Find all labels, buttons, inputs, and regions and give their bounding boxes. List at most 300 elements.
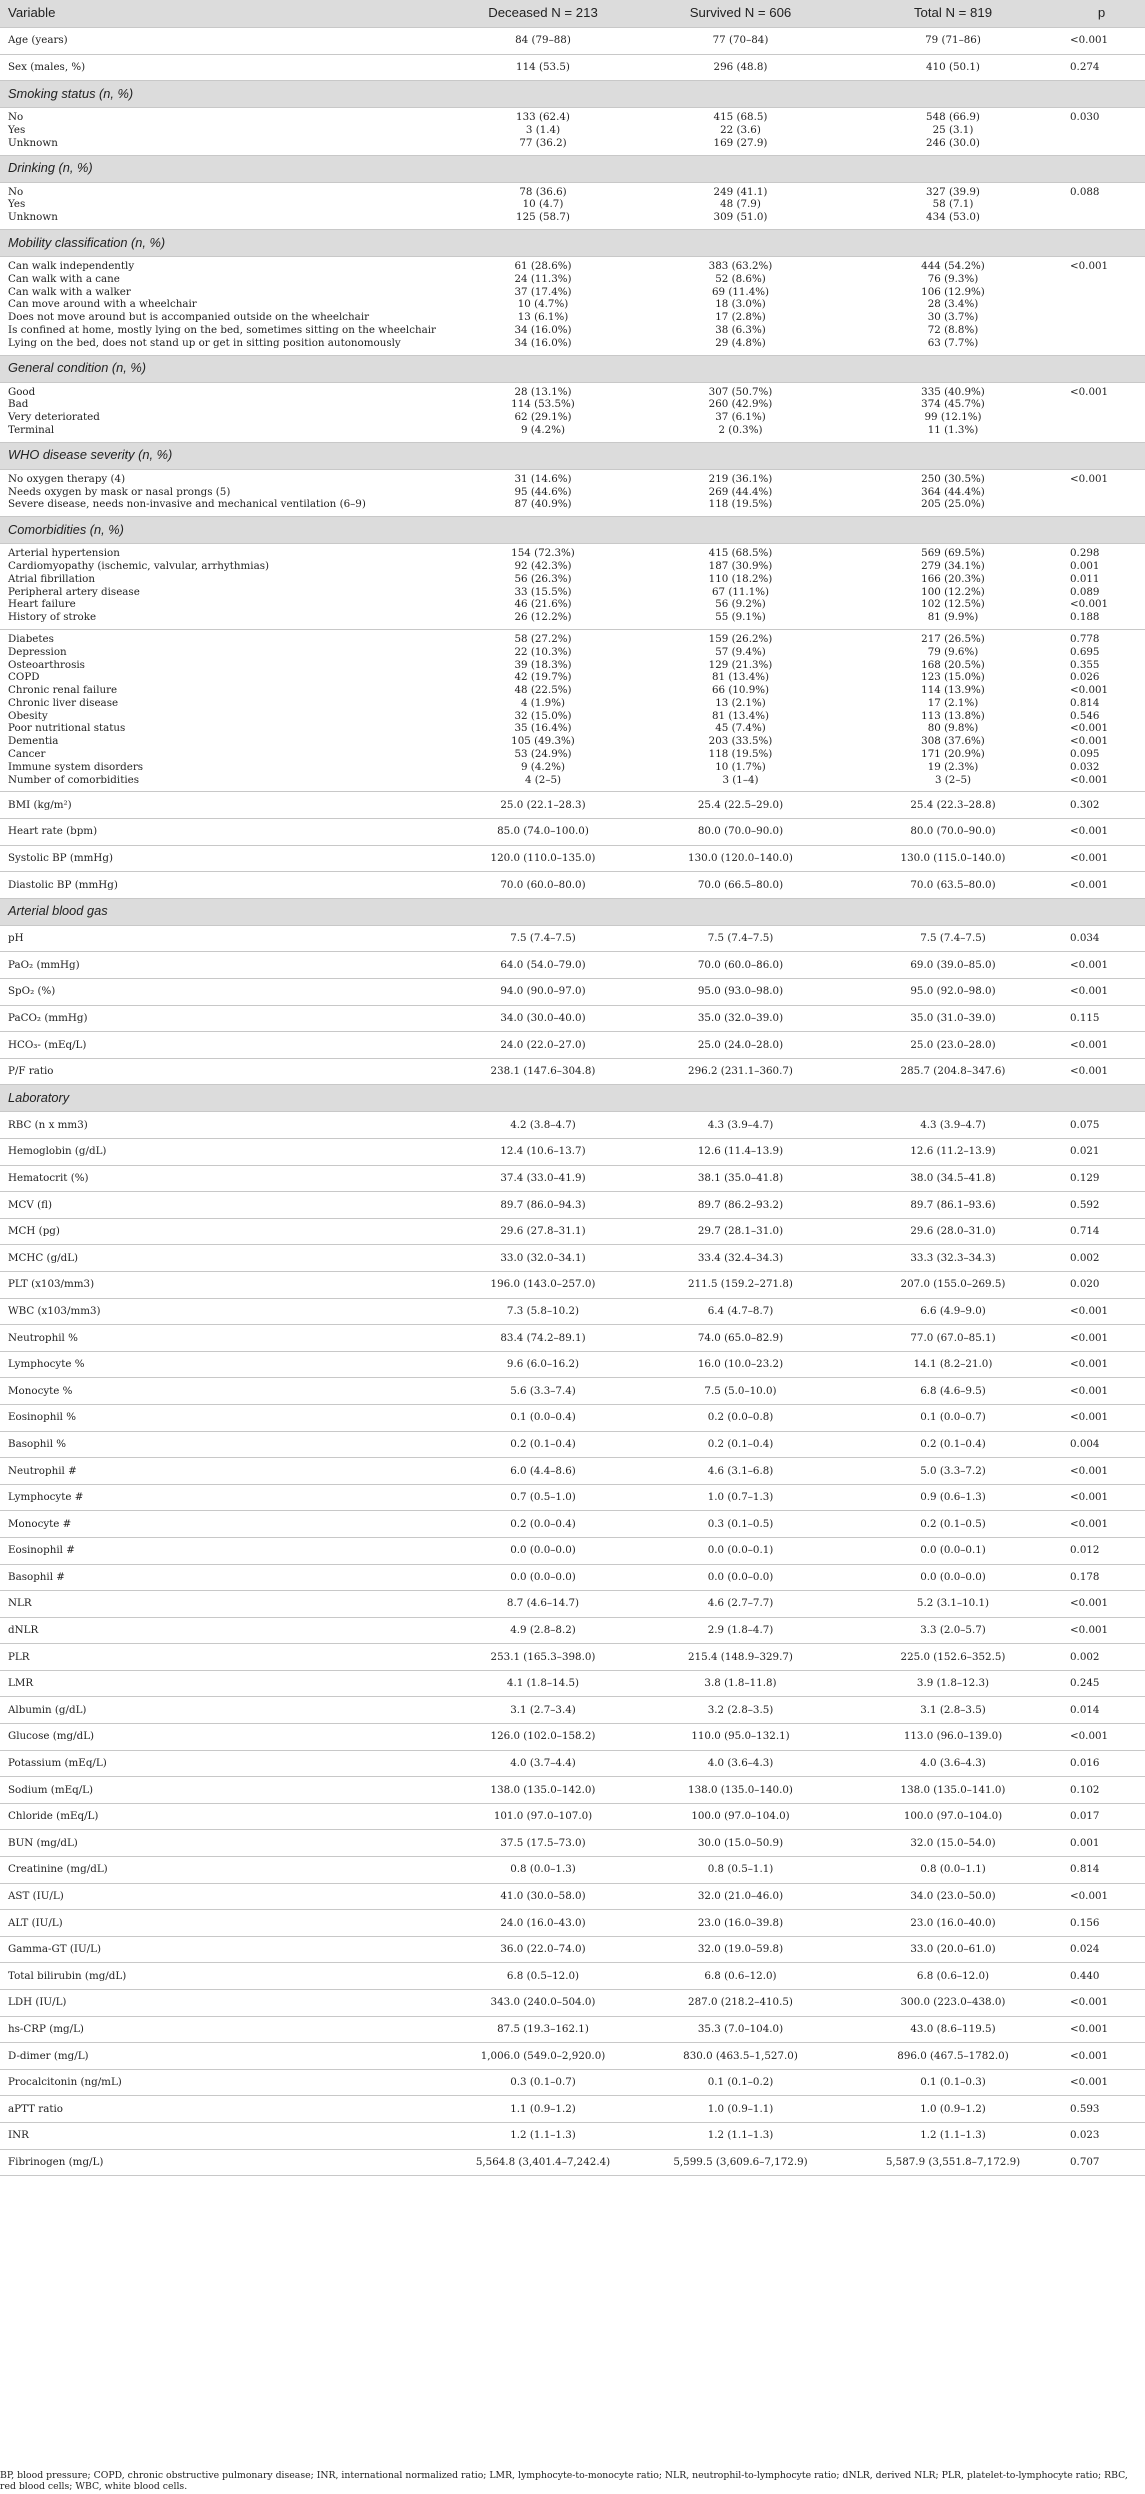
section-header-row: [0, 442, 1145, 469]
variable-cell: COPD: [8, 671, 40, 684]
table-row: [0, 1325, 1145, 1352]
variable-cell: Neutrophil %: [0, 1325, 453, 1352]
p-value-cell: [1058, 137, 1145, 153]
deceased-cell: 24.0 (16.0–43.0): [453, 1910, 633, 1937]
variable-cell: Atrial fibrillation: [8, 572, 95, 585]
p-value-cell: <0.001: [1070, 472, 1109, 485]
survived-cell: 6.8 (0.6–12.0): [633, 1963, 848, 1990]
deceased-cell: 87.5 (19.3–162.1): [453, 2016, 633, 2043]
grouped-rows: [0, 256, 1145, 355]
variable-cell: Poor nutritional status: [8, 722, 126, 735]
total-cell: 548 (66.9): [926, 111, 980, 124]
section-title: Mobility classification (n, %): [0, 229, 1145, 256]
total-cell: 6.6 (4.9–9.0): [848, 1298, 1058, 1325]
variable-cell: WBC (x103/mm3): [0, 1298, 453, 1325]
table-row: [0, 2096, 1145, 2123]
variable-cell: Chronic liver disease: [8, 696, 119, 709]
deceased-cell: 28 (13.1%): [514, 385, 572, 398]
survived-cell: 89.7 (86.2–93.2): [633, 1192, 848, 1219]
survived-cell: 309 (51.0): [713, 211, 768, 224]
total-cell: 217 (26.5%): [921, 632, 985, 645]
deceased-cell: 32 (15.0%): [514, 709, 572, 722]
table-row: [0, 1192, 1145, 1219]
table-row: [0, 273, 1145, 286]
variable-cell: Glucose (mg/dL): [0, 1724, 453, 1751]
deceased-cell: 7.3 (5.8–10.2): [453, 1298, 633, 1325]
survived-cell: 1.0 (0.9–1.1): [633, 2096, 848, 2123]
table-row: [0, 1245, 1145, 1272]
variable-cell: Monocyte #: [0, 1511, 453, 1538]
p-value-cell: [1058, 498, 1145, 514]
p-value-cell: <0.001: [1058, 1617, 1145, 1644]
variable-cell: Good: [8, 385, 36, 398]
p-value-cell: <0.001: [1058, 952, 1145, 979]
survived-cell: 383 (63.2%): [708, 259, 773, 272]
p-value-cell: 0.546: [1070, 709, 1100, 722]
p-value-cell: <0.001: [1058, 1032, 1145, 1059]
total-cell: 7.5 (7.4–7.5): [848, 925, 1058, 952]
variable-cell: BMI (kg/m²): [0, 792, 453, 819]
total-cell: 80.0 (70.0–90.0): [848, 819, 1058, 846]
table-row: [0, 1537, 1145, 1564]
survived-cell: 2 (0.3%): [718, 423, 763, 436]
p-value-cell: 0.593: [1058, 2096, 1145, 2123]
survived-cell: 32.0 (21.0–46.0): [633, 1883, 848, 1910]
variable-cell: Albumin (g/dL): [0, 1697, 453, 1724]
variable-cell: Terminal: [8, 423, 55, 436]
table-row: [0, 1644, 1145, 1671]
survived-cell: 118 (19.5%): [708, 748, 773, 761]
total-cell: 32.0 (15.0–54.0): [848, 1830, 1058, 1857]
variable-cell: Eosinophil #: [0, 1537, 453, 1564]
p-value-cell: <0.001: [1058, 819, 1145, 846]
table-row: [0, 1032, 1145, 1059]
total-cell: 279 (34.1%): [921, 559, 985, 572]
p-value-cell: <0.001: [1058, 2043, 1145, 2070]
total-cell: 1.0 (0.9–1.2): [848, 2096, 1058, 2123]
variable-cell: Yes: [8, 198, 26, 211]
p-value-cell: 0.020: [1058, 1271, 1145, 1298]
variable-cell: Systolic BP (mmHg): [0, 845, 453, 872]
table-row: [0, 1058, 1145, 1085]
deceased-cell: 133 (62.4): [516, 111, 570, 124]
survived-cell: 118 (19.5%): [708, 498, 773, 511]
table-row: [0, 1830, 1145, 1857]
table-row: [0, 611, 1145, 627]
p-value-cell: <0.001: [1070, 735, 1109, 748]
deceased-cell: 25.0 (22.1–28.3): [453, 792, 633, 819]
header-total: Total N = 819: [848, 0, 1058, 28]
variable-cell: Very deteriorated: [8, 411, 100, 424]
survived-cell: 77 (70–84): [633, 28, 848, 55]
deceased-cell: 85.0 (74.0–100.0): [453, 819, 633, 846]
deceased-cell: 6.0 (4.4–8.6): [453, 1458, 633, 1485]
table-row: [0, 198, 1145, 211]
total-cell: 19 (2.3%): [927, 760, 979, 773]
p-value-cell: 0.695: [1070, 645, 1100, 658]
table-row: [0, 710, 1145, 723]
survived-cell: 3 (1–4): [722, 773, 759, 786]
deceased-cell: 58 (27.2%): [514, 632, 572, 645]
deceased-cell: 101.0 (97.0–107.0): [453, 1803, 633, 1830]
deceased-cell: 154 (72.3%): [511, 547, 575, 560]
total-cell: 23.0 (16.0–40.0): [848, 1910, 1058, 1937]
deceased-cell: 33.0 (32.0–34.1): [453, 1245, 633, 1272]
p-value-cell: [1058, 411, 1145, 424]
p-value-cell: 0.102: [1058, 1777, 1145, 1804]
table-row: [0, 260, 1145, 273]
single-row-group: [0, 28, 1145, 81]
p-value-cell: [1058, 124, 1145, 137]
section-header-row: [0, 229, 1145, 256]
deceased-cell: 37.4 (33.0–41.9): [453, 1165, 633, 1192]
p-value-cell: 0.002: [1058, 1245, 1145, 1272]
table-row: [0, 337, 1145, 353]
table-row: [0, 2122, 1145, 2149]
total-cell: 0.0 (0.0–0.1): [848, 1537, 1058, 1564]
survived-cell: 22 (3.6): [720, 123, 761, 136]
p-value-cell: 0.004: [1058, 1431, 1145, 1458]
deceased-cell: 22 (10.3%): [514, 645, 572, 658]
total-cell: 225.0 (152.6–352.5): [848, 1644, 1058, 1671]
table-row: [0, 792, 1145, 819]
table-row: [0, 54, 1145, 81]
variable-cell: Diabetes: [8, 632, 54, 645]
p-value-cell: [1058, 337, 1145, 353]
total-cell: 58 (7.1): [932, 198, 974, 211]
deceased-cell: 238.1 (147.6–304.8): [453, 1058, 633, 1085]
deceased-cell: 84 (79–88): [453, 28, 633, 55]
deceased-cell: 0.2 (0.1–0.4): [453, 1431, 633, 1458]
variable-cell: INR: [0, 2122, 453, 2149]
p-value-cell: [1058, 486, 1145, 499]
p-value-cell: 0.814: [1058, 1857, 1145, 1884]
variable-cell: Heart failure: [8, 598, 76, 611]
p-value-cell: 0.012: [1058, 1537, 1145, 1564]
variable-cell: Sodium (mEq/L): [0, 1777, 453, 1804]
table-row: [0, 1511, 1145, 1538]
table-row: [0, 646, 1145, 659]
deceased-cell: 12.4 (10.6–13.7): [453, 1139, 633, 1166]
p-value-cell: 0.814: [1070, 696, 1100, 709]
p-value-cell: 0.021: [1058, 1139, 1145, 1166]
p-value-cell: [1058, 424, 1145, 440]
survived-cell: 6.4 (4.7–8.7): [633, 1298, 848, 1325]
survived-cell: 80.0 (70.0–90.0): [633, 819, 848, 846]
variable-cell: Cancer: [8, 748, 46, 761]
total-cell: 114 (13.9%): [921, 684, 985, 697]
table-row: [0, 1963, 1145, 1990]
variable-cell: dNLR: [0, 1617, 453, 1644]
section-header-row: [0, 81, 1145, 108]
survived-cell: 110.0 (95.0–132.1): [633, 1724, 848, 1751]
survived-cell: 16.0 (10.0–23.2): [633, 1351, 848, 1378]
total-cell: 0.2 (0.1–0.5): [848, 1511, 1058, 1538]
variable-cell: Hemoglobin (g/dL): [0, 1139, 453, 1166]
survived-cell: 32.0 (19.0–59.8): [633, 1936, 848, 1963]
p-value-cell: <0.001: [1058, 1458, 1145, 1485]
deceased-cell: 1.2 (1.1–1.3): [453, 2122, 633, 2149]
variable-cell: Neutrophil #: [0, 1458, 453, 1485]
p-value-cell: 0.440: [1058, 1963, 1145, 1990]
table-row: [0, 1484, 1145, 1511]
p-value-cell: 0.095: [1070, 748, 1100, 761]
survived-cell: 17 (2.8%): [715, 311, 766, 324]
deceased-cell: 37 (17.4%): [514, 285, 572, 298]
variable-cell: aPTT ratio: [0, 2096, 453, 2123]
survived-cell: 110 (18.2%): [708, 572, 773, 585]
deceased-cell: 9 (4.2%): [520, 423, 566, 436]
p-value-cell: <0.001: [1058, 1325, 1145, 1352]
table-row: [0, 424, 1145, 440]
table-row: [0, 735, 1145, 748]
survived-cell: 1.0 (0.7–1.3): [633, 1484, 848, 1511]
table-row: [0, 586, 1145, 599]
survived-cell: 48 (7.9): [720, 198, 761, 211]
survived-cell: 211.5 (159.2–271.8): [633, 1271, 848, 1298]
deceased-cell: 13 (6.1%): [517, 311, 569, 324]
variable-cell: Potassium (mEq/L): [0, 1750, 453, 1777]
table-footnote: BP, blood pressure; COPD, chronic obstructive pulmonary disease; INR, international normalized ratio; LMR, lymphocyte-to-monocyte ratio; NLR, neutrophil-to-lymphocyte ratio; dNLR, derived NLR; PLR, platelet-to-lymphocyte ratio; RBC, red blood cells; WBC, white blood cells.: [0, 2470, 1128, 2492]
total-cell: 0.1 (0.1–0.3): [848, 2069, 1058, 2096]
variable-cell: PaO₂ (mmHg): [0, 952, 453, 979]
deceased-cell: 78 (36.6): [519, 185, 567, 198]
survived-cell: 0.3 (0.1–0.5): [633, 1511, 848, 1538]
p-value-cell: <0.001: [1058, 1378, 1145, 1405]
variable-cell: Bad: [8, 398, 29, 411]
survived-cell: 187 (30.9%): [708, 559, 773, 572]
table-row: [0, 111, 1145, 124]
total-cell: 14.1 (8.2–21.0): [848, 1351, 1058, 1378]
p-value-cell: 0.707: [1058, 2149, 1145, 2176]
deceased-cell: 10 (4.7%): [517, 298, 569, 311]
table-row: [0, 761, 1145, 774]
grouped-rows: [0, 629, 1145, 792]
deceased-cell: 0.1 (0.0–0.4): [453, 1404, 633, 1431]
section-header-row: [0, 517, 1145, 544]
total-cell: 43.0 (8.6–119.5): [848, 2016, 1058, 2043]
table-row: [0, 1165, 1145, 1192]
survived-cell: 0.2 (0.1–0.4): [633, 1431, 848, 1458]
table-row: [0, 819, 1145, 846]
total-cell: 76 (9.3%): [927, 272, 979, 285]
variable-cell: Total bilirubin (mg/dL): [0, 1963, 453, 1990]
variable-cell: Peripheral artery disease: [8, 585, 140, 598]
p-value-cell: 0.355: [1070, 658, 1100, 671]
table-row: [0, 1271, 1145, 1298]
deceased-cell: 24.0 (22.0–27.0): [453, 1032, 633, 1059]
table-row: [0, 386, 1145, 399]
total-cell: 102 (12.5%): [921, 598, 985, 611]
variable-cell: LMR: [0, 1670, 453, 1697]
deceased-cell: 3.1 (2.7–3.4): [453, 1697, 633, 1724]
variable-cell: Heart rate (bpm): [0, 819, 453, 846]
survived-cell: 159 (26.2%): [708, 632, 773, 645]
total-cell: 29.6 (28.0–31.0): [848, 1218, 1058, 1245]
p-value-cell: <0.001: [1070, 773, 1109, 786]
p-value-cell: [1058, 198, 1145, 211]
total-cell: 171 (20.9%): [921, 748, 985, 761]
section-header-row: [0, 355, 1145, 382]
table-row: [0, 1218, 1145, 1245]
deceased-cell: 41.0 (30.0–58.0): [453, 1883, 633, 1910]
survived-cell: 100.0 (97.0–104.0): [633, 1803, 848, 1830]
variable-cell: Chronic renal failure: [8, 684, 118, 697]
table-row: [0, 774, 1145, 790]
total-cell: 34.0 (23.0–50.0): [848, 1883, 1058, 1910]
variable-cell: Basophil %: [0, 1431, 453, 1458]
table-row: [0, 124, 1145, 137]
total-cell: 30 (3.7%): [927, 311, 979, 324]
variable-cell: Sex (males, %): [0, 54, 453, 81]
header-variable: Variable: [0, 0, 453, 28]
total-cell: 3.1 (2.8–3.5): [848, 1697, 1058, 1724]
table-row: [0, 286, 1145, 299]
table-row: [0, 2149, 1145, 2176]
survived-cell: 4.6 (3.1–6.8): [633, 1458, 848, 1485]
total-cell: 138.0 (135.0–141.0): [848, 1777, 1058, 1804]
section-header-row: [0, 898, 1145, 925]
section-title: Laboratory: [0, 1085, 1145, 1112]
grouped-rows: [0, 108, 1145, 155]
variable-cell: MCH (pg): [0, 1218, 453, 1245]
section-title: Drinking (n, %): [0, 155, 1145, 182]
survived-cell: 0.1 (0.1–0.2): [633, 2069, 848, 2096]
p-value-cell: 0.245: [1058, 1670, 1145, 1697]
variable-cell: Cardiomyopathy (ischemic, valvular, arrhythmias): [8, 559, 270, 572]
survived-cell: 249 (41.1): [713, 185, 768, 198]
total-cell: 0.2 (0.1–0.4): [848, 1431, 1058, 1458]
deceased-cell: 62 (29.1%): [514, 411, 572, 424]
total-cell: 335 (40.9%): [921, 385, 985, 398]
variable-cell: No oxygen therapy (4): [8, 472, 126, 485]
p-value-cell: 0.188: [1070, 611, 1100, 624]
total-cell: 99 (12.1%): [924, 411, 982, 424]
survived-cell: 10 (1.7%): [715, 760, 766, 773]
survived-cell: 38.1 (35.0–41.8): [633, 1165, 848, 1192]
survived-cell: 37 (6.1%): [715, 411, 766, 424]
deceased-cell: 1.1 (0.9–1.2): [453, 2096, 633, 2123]
total-cell: 89.7 (86.1–93.6): [848, 1192, 1058, 1219]
survived-cell: 3.8 (1.8–11.8): [633, 1670, 848, 1697]
total-cell: 12.6 (11.2–13.9): [848, 1139, 1058, 1166]
total-cell: 100.0 (97.0–104.0): [848, 1803, 1058, 1830]
total-cell: 77.0 (67.0–85.1): [848, 1325, 1058, 1352]
section-title: Smoking status (n, %): [0, 81, 1145, 108]
variable-cell: Unknown: [8, 211, 58, 224]
table-row: [0, 1564, 1145, 1591]
survived-cell: 0.8 (0.5–1.1): [633, 1857, 848, 1884]
section-title: Comorbidities (n, %): [0, 517, 1145, 544]
p-value-cell: [1058, 211, 1145, 227]
variable-cell: MCHC (g/dL): [0, 1245, 453, 1272]
grouped-rows: [0, 469, 1145, 516]
total-cell: 38.0 (34.5–41.8): [848, 1165, 1058, 1192]
total-cell: 113 (13.8%): [921, 709, 985, 722]
deceased-cell: 196.0 (143.0–257.0): [453, 1271, 633, 1298]
survived-cell: 70.0 (66.5–80.0): [633, 872, 848, 899]
deceased-cell: 34.0 (30.0–40.0): [453, 1005, 633, 1032]
variable-cell: Monocyte %: [0, 1378, 453, 1405]
table-row: [0, 1857, 1145, 1884]
table-row: [0, 1990, 1145, 2017]
variable-cell: D-dimer (mg/L): [0, 2043, 453, 2070]
deceased-cell: 0.2 (0.0–0.4): [453, 1511, 633, 1538]
survived-cell: 81 (13.4%): [711, 671, 770, 684]
p-value-cell: <0.001: [1058, 1990, 1145, 2017]
total-cell: 410 (50.1): [848, 54, 1058, 81]
survived-cell: 1.2 (1.1–1.3): [633, 2122, 848, 2149]
survived-cell: 219 (36.1%): [708, 472, 773, 485]
deceased-cell: 343.0 (240.0–504.0): [453, 1990, 633, 2017]
survived-cell: 38 (6.3%): [715, 323, 766, 336]
variable-cell: Can walk with a walker: [8, 285, 131, 298]
total-cell: 1.2 (1.1–1.3): [848, 2122, 1058, 2149]
variable-cell: RBC (n x mm3): [0, 1112, 453, 1139]
survived-cell: 4.6 (2.7–7.7): [633, 1591, 848, 1618]
header-p: p: [1058, 0, 1145, 28]
variable-cell: SpO₂ (%): [0, 979, 453, 1006]
variable-cell: hs-CRP (mg/L): [0, 2016, 453, 2043]
header-survived: Survived N = 606: [633, 0, 848, 28]
variable-cell: No: [8, 111, 24, 124]
table-row: [0, 324, 1145, 337]
total-cell: 81 (9.9%): [927, 611, 979, 624]
total-cell: 300.0 (223.0–438.0): [848, 1990, 1058, 2017]
deceased-cell: 4.1 (1.8–14.5): [453, 1670, 633, 1697]
p-value-cell: <0.001: [1058, 1484, 1145, 1511]
total-cell: 35.0 (31.0–39.0): [848, 1005, 1058, 1032]
p-value-cell: <0.001: [1058, 979, 1145, 1006]
total-cell: 25 (3.1): [932, 123, 974, 136]
total-cell: 25.4 (22.3–28.8): [848, 792, 1058, 819]
p-value-cell: <0.001: [1058, 1404, 1145, 1431]
deceased-cell: 1,006.0 (549.0–2,920.0): [453, 2043, 633, 2070]
total-cell: 364 (44.4%): [921, 485, 985, 498]
table-row: [0, 1883, 1145, 1910]
survived-cell: 287.0 (218.2–410.5): [633, 1990, 848, 2017]
p-value-cell: 0.001: [1058, 1830, 1145, 1857]
survived-cell: 56 (9.2%): [715, 598, 766, 611]
header-deceased: Deceased N = 213: [453, 0, 633, 28]
table-row: [0, 1591, 1145, 1618]
variable-cell: AST (IU/L): [0, 1883, 453, 1910]
variable-cell: Can walk with a cane: [8, 272, 120, 285]
variable-cell: Unknown: [8, 136, 58, 149]
deceased-cell: 4 (1.9%): [520, 696, 566, 709]
variable-cell: Depression: [8, 645, 67, 658]
p-value-cell: <0.001: [1070, 598, 1109, 611]
variable-cell: Lymphocyte %: [0, 1351, 453, 1378]
table-row: [0, 1670, 1145, 1697]
p-value-cell: <0.001: [1070, 259, 1109, 272]
variable-cell: Can walk independently: [8, 259, 135, 272]
variable-cell: Procalcitonin (ng/mL): [0, 2069, 453, 2096]
variable-cell: PaCO₂ (mmHg): [0, 1005, 453, 1032]
survived-cell: 4.0 (3.6–4.3): [633, 1750, 848, 1777]
deceased-cell: 56 (26.3%): [514, 572, 572, 585]
total-cell: 0.8 (0.0–1.1): [848, 1857, 1058, 1884]
table-row: [0, 2016, 1145, 2043]
p-value-cell: 0.089: [1070, 585, 1100, 598]
p-value-cell: 0.075: [1058, 1112, 1145, 1139]
deceased-cell: 48 (22.5%): [514, 684, 572, 697]
variable-cell: PLR: [0, 1644, 453, 1671]
table-row: [0, 1936, 1145, 1963]
table-row: [0, 872, 1145, 899]
total-cell: 285.7 (204.8–347.6): [848, 1058, 1058, 1085]
table-row: [0, 1697, 1145, 1724]
